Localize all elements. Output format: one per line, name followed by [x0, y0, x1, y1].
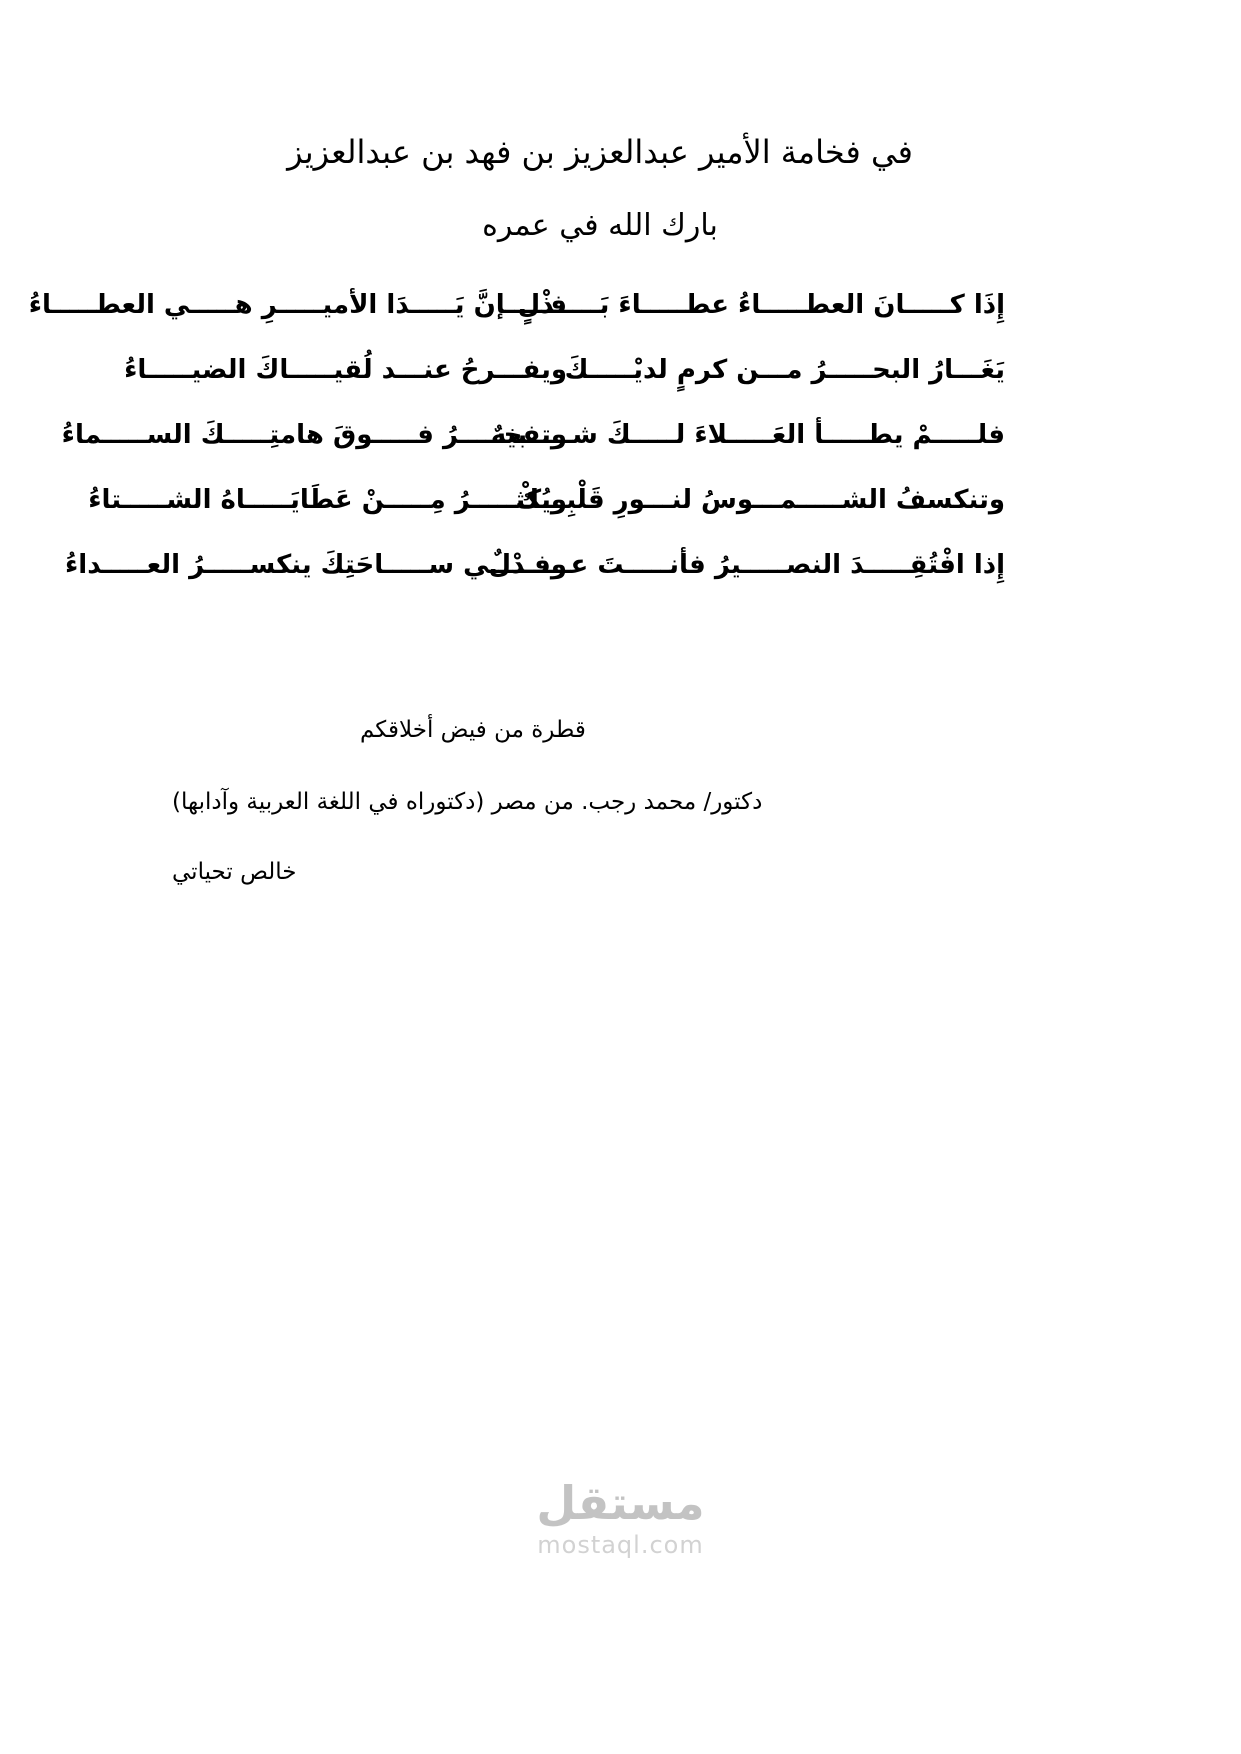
- verse-row-4: [88, 467, 1005, 532]
- greeting-line: خالص تحياتي: [172, 859, 297, 885]
- verse-2-first-hemistich: يَغَـــارُ البحـــــرُ مـــن كرمٍ لديْـــــكَ: [564, 354, 1005, 385]
- verse-row-5: [65, 532, 1005, 597]
- verse-4-second-hemistich: ويُكثـــــرُ مِـــــنْ عَطَايَـــــاهُ الشـــــتاءُ: [88, 484, 567, 515]
- verse-1-second-hemistich: فـــــإنَّ يَـــــدَا الأميـــــرِ هـــــي العطـــــاءُ: [28, 289, 567, 320]
- mostaql-logo-text: مستقل: [536, 1476, 705, 1530]
- dedication-line: قطرة من فيض أخلاقكم: [360, 717, 586, 743]
- page-title: في فخامة الأمير عبدالعزيز بن فهد بن عبدالعزيز: [287, 133, 913, 171]
- verse-3-second-hemistich: وتفخـــــرُ فـــــوقَ هامتِـــــكَ الســـــماءُ: [61, 419, 567, 450]
- page-subtitle: بارك الله في عمره: [482, 208, 718, 243]
- verse-2-second-hemistich: ويفـــرحُ عنـــد لُقيـــــاكَ الضيـــــاءُ: [124, 354, 567, 385]
- verse-3-first-hemistich: فلـــــمْ يطـــــأ العَـــــلاءَ لـــــكَ شـــــبيهٌ: [490, 419, 1005, 450]
- mostaql-watermark: [0, 1478, 1241, 1559]
- verse-5-second-hemistich: وفـــــي ســـــاحَتِكَ ينكســـــرُ العـــــداءُ: [65, 549, 567, 580]
- verse-1-first-hemistich: إِذَا كـــــانَ العطـــــاءُ عطـــــاءَ بَـــــذْلٍ: [517, 289, 1005, 320]
- poem-block: [28, 272, 1005, 597]
- verse-row-1: [28, 272, 1005, 337]
- verse-4-first-hemistich: وتنكسفُ الشـــــمـــوسُ لنـــورِ قَلْبِـــكْ: [515, 484, 1005, 515]
- mostaql-domain-text: mostaql.com: [537, 1530, 704, 1559]
- verse-5-first-hemistich: إِذا افْتُقِـــــدَ النصـــــيرُ فأنـــــتَ عـــــدْلٌ: [488, 549, 1005, 580]
- verse-row-3: [61, 402, 1005, 467]
- author-line: دكتور/ محمد رجب. من مصر (دكتوراه في اللغة العربية وآدابها): [172, 789, 763, 815]
- verse-row-2: [124, 337, 1005, 402]
